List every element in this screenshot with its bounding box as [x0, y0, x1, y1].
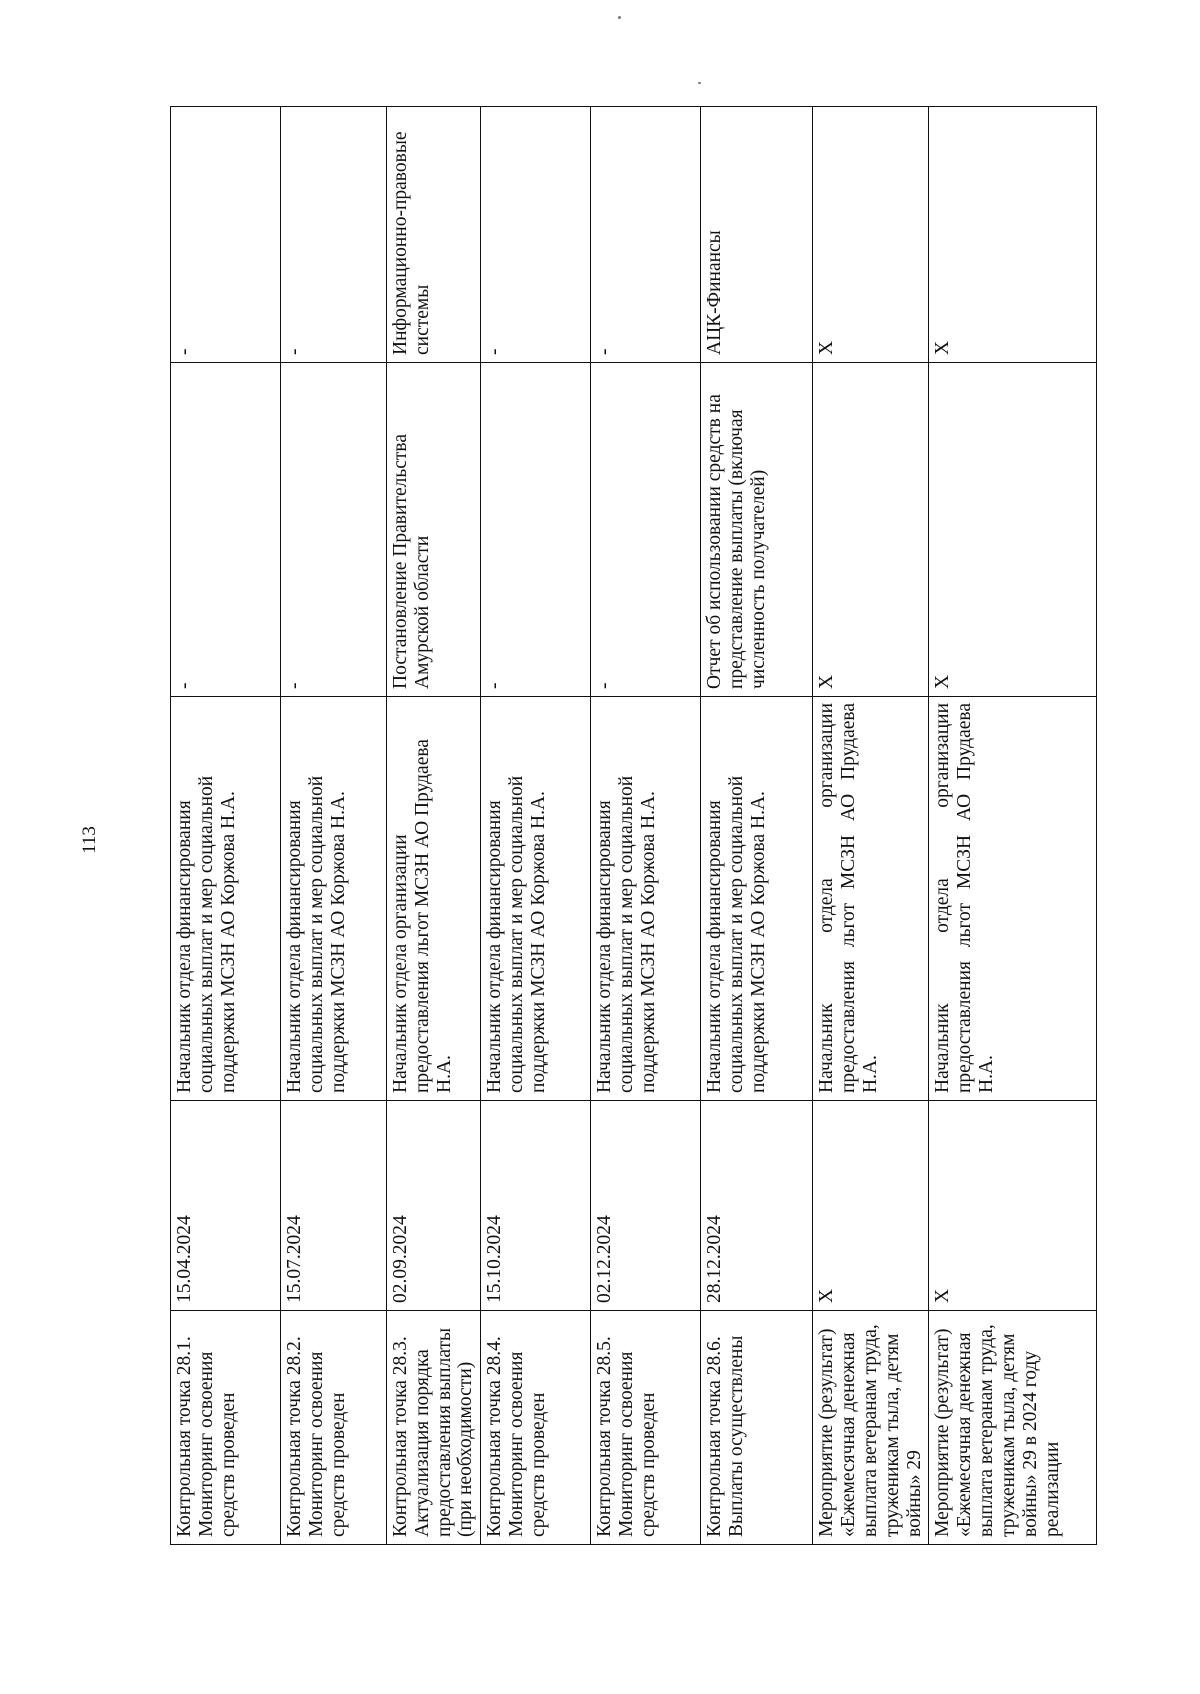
cell-description: Контрольная точка 28.3. Актуализация порядка предоставления выплаты (при необходимости)	[387, 1311, 481, 1545]
table-row	[701, 107, 813, 1545]
cell-document: Отчет об использовании средств на представление выплаты (включая численность получателей)	[701, 363, 813, 697]
cell-responsible: Начальник отдела финансирования социальных выплат и мер социальной поддержки МСЗН АО Коржова Н.А.	[481, 697, 591, 1101]
cell-system: Информационно-правовые системы	[387, 107, 481, 363]
cell-document: -	[591, 363, 701, 697]
table-row	[171, 107, 281, 1545]
cell-responsible: Начальник отдела организации предоставления льгот МСЗН АО Прудаева Н.А.	[387, 697, 481, 1101]
cell-description: Контрольная точка 28.1. Мониторинг освоения средств проведен	[171, 1311, 281, 1545]
cell-date: 15.04.2024	[171, 1101, 281, 1311]
table-row	[591, 107, 701, 1545]
cell-description: Контрольная точка 28.6. Выплаты осуществлены	[701, 1311, 813, 1545]
cell-description: Контрольная точка 28.4. Мониторинг освоения средств проведен	[481, 1311, 591, 1545]
cell-system: АЦК-Финансы	[701, 107, 813, 363]
cell-document: X	[813, 363, 929, 697]
scan-speck	[698, 82, 701, 84]
cell-responsible: Начальник отдела финансирования социальных выплат и мер социальной поддержки МСЗН АО Коржова Н.А.	[171, 697, 281, 1101]
cell-date: 15.07.2024	[281, 1101, 387, 1311]
page-number: 113	[79, 826, 100, 854]
cell-document: -	[171, 363, 281, 697]
schedule-table	[170, 106, 1097, 1545]
cell-description: Мероприятие (результат) «Ежемесячная денежная выплата ветеранам труда, труженикам тыла, детям войны» 29	[813, 1311, 929, 1545]
cell-system: X	[813, 107, 929, 363]
cell-date: 02.09.2024	[387, 1101, 481, 1311]
table-row	[813, 107, 929, 1545]
cell-system: -	[481, 107, 591, 363]
cell-date: 02.12.2024	[591, 1101, 701, 1311]
scan-speck	[618, 16, 621, 19]
cell-date: 28.12.2024	[701, 1101, 813, 1311]
table-row	[387, 107, 481, 1545]
table-row	[481, 107, 591, 1545]
table-holder	[170, 107, 1090, 1545]
cell-system: -	[281, 107, 387, 363]
cell-responsible: Начальник отдела финансирования социальных выплат и мер социальной поддержки МСЗН АО Коржова Н.А.	[701, 697, 813, 1101]
cell-system: X	[929, 107, 1097, 363]
cell-date: X	[929, 1101, 1097, 1311]
cell-document: Постановление Правительства Амурской области	[387, 363, 481, 697]
cell-description: Контрольная точка 28.5. Мониторинг освоения средств проведен	[591, 1311, 701, 1545]
cell-responsible: Начальник отдела финансирования социальных выплат и мер социальной поддержки МСЗН АО Коржова Н.А.	[591, 697, 701, 1101]
cell-description: Мероприятие (результат) «Ежемесячная денежная выплата ветеранам труда, труженикам тыла, детям войны» 29 в 2024 году реализации	[929, 1311, 1097, 1545]
cell-document: -	[481, 363, 591, 697]
cell-date: X	[813, 1101, 929, 1311]
table-row	[929, 107, 1097, 1545]
table-row	[281, 107, 387, 1545]
cell-responsible: Начальник отдела финансирования социальных выплат и мер социальной поддержки МСЗН АО Коржова Н.А.	[281, 697, 387, 1101]
cell-system: -	[591, 107, 701, 363]
cell-document: -	[281, 363, 387, 697]
cell-description: Контрольная точка 28.2. Мониторинг освоения средств проведен	[281, 1311, 387, 1545]
cell-responsible: Начальник отдела организации предоставления льгот МСЗН АО Прудаева Н.А.	[813, 697, 929, 1101]
cell-document: X	[929, 363, 1097, 697]
cell-date: 15.10.2024	[481, 1101, 591, 1311]
cell-system: -	[171, 107, 281, 363]
cell-responsible: Начальник отдела организации предоставления льгот МСЗН АО Прудаева Н.А.	[929, 697, 1097, 1101]
